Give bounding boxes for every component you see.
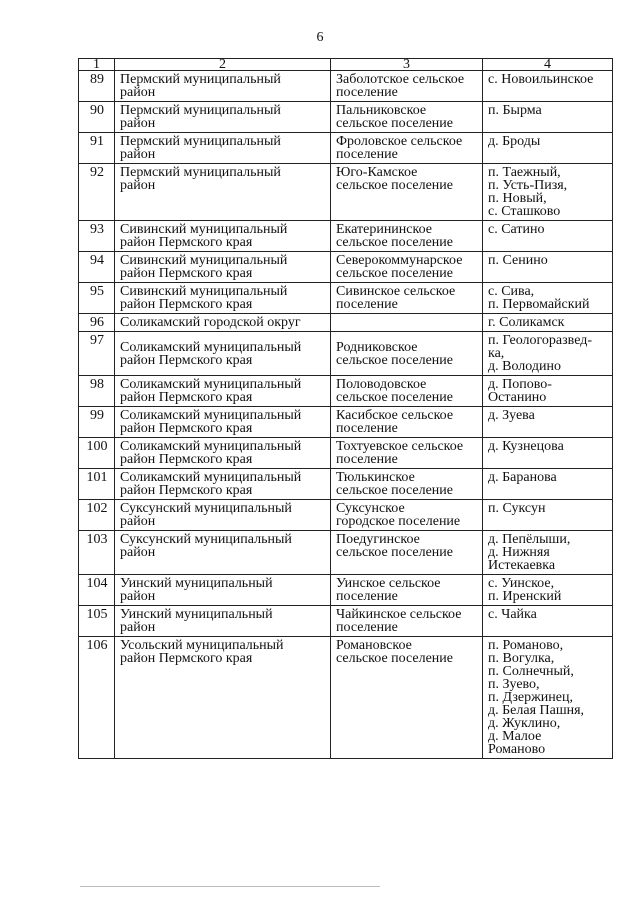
district-cell: Сивинский муниципальный район Пермского края <box>115 283 331 314</box>
district-cell: Соликамский муниципальный район Пермского края <box>115 332 331 376</box>
settlement-cell: Чайкинское сельское поселение <box>331 606 483 637</box>
district-cell: Уинский муниципальный район <box>115 575 331 606</box>
settlement-cell: Половодовское сельское поселение <box>331 376 483 407</box>
settlement-cell: Заболотское сельское поселение <box>331 71 483 102</box>
localities-cell: п. Бырма <box>483 102 613 133</box>
table-row <box>79 500 613 531</box>
settlement-cell: Северокоммунарское сельское поселение <box>331 252 483 283</box>
table-row <box>79 531 613 575</box>
district-cell: Уинский муниципальный район <box>115 606 331 637</box>
localities-cell: с. Новоильинское <box>483 71 613 102</box>
localities-cell: п. Таежный, п. Усть-Пизя, п. Новый, с. Сташково <box>483 164 613 221</box>
localities-cell: п. Геологоразвед- ка, д. Володино <box>483 332 613 376</box>
localities-cell: с. Чайка <box>483 606 613 637</box>
table-row <box>79 637 613 759</box>
district-cell: Сивинский муниципальный район Пермского края <box>115 252 331 283</box>
table-row <box>79 102 613 133</box>
column-header: 4 <box>483 59 613 71</box>
table-row <box>79 252 613 283</box>
localities-cell: д. Баранова <box>483 469 613 500</box>
district-cell: Соликамский муниципальный район Пермского края <box>115 438 331 469</box>
district-cell: Соликамский муниципальный район Пермского края <box>115 469 331 500</box>
table-row <box>79 376 613 407</box>
settlement-cell: Романовское сельское поселение <box>331 637 483 759</box>
row-number: 106 <box>79 637 115 759</box>
settlement-cell: Суксунское городское поселение <box>331 500 483 531</box>
table-row <box>79 332 613 376</box>
table-row <box>79 606 613 637</box>
localities-cell: с. Уинское, п. Иренский <box>483 575 613 606</box>
row-number: 93 <box>79 221 115 252</box>
row-number: 102 <box>79 500 115 531</box>
settlement-cell: Сивинское сельское поселение <box>331 283 483 314</box>
settlement-cell: Родниковское сельское поселение <box>331 332 483 376</box>
row-number: 90 <box>79 102 115 133</box>
column-header: 3 <box>331 59 483 71</box>
row-number: 99 <box>79 407 115 438</box>
district-cell: Соликамский муниципальный район Пермского края <box>115 407 331 438</box>
row-number: 101 <box>79 469 115 500</box>
table-row <box>79 71 613 102</box>
settlement-cell: Фроловское сельское поселение <box>331 133 483 164</box>
row-number: 96 <box>79 314 115 332</box>
settlement-cell: Касибское сельское поселение <box>331 407 483 438</box>
table-row <box>79 283 613 314</box>
district-cell: Усольский муниципальный район Пермского края <box>115 637 331 759</box>
localities-cell: д. Кузнецова <box>483 438 613 469</box>
district-cell: Соликамский муниципальный район Пермского края <box>115 376 331 407</box>
column-header: 1 <box>79 59 115 71</box>
localities-cell: с. Сатино <box>483 221 613 252</box>
district-cell: Соликамский городской округ <box>115 314 331 332</box>
settlement-cell: Екатерининское сельское поселение <box>331 221 483 252</box>
row-number: 91 <box>79 133 115 164</box>
row-number: 100 <box>79 438 115 469</box>
settlement-cell: Юго-Камское сельское поселение <box>331 164 483 221</box>
row-number: 105 <box>79 606 115 637</box>
district-cell: Пермский муниципальный район <box>115 133 331 164</box>
localities-cell: п. Суксун <box>483 500 613 531</box>
row-number: 95 <box>79 283 115 314</box>
settlement-cell: Поедугинское сельское поселение <box>331 531 483 575</box>
row-number: 94 <box>79 252 115 283</box>
settlement-cell: Пальниковское сельское поселение <box>331 102 483 133</box>
table-row <box>79 221 613 252</box>
district-cell: Суксунский муниципальный район <box>115 531 331 575</box>
settlement-cell: Тохтуевское сельское поселение <box>331 438 483 469</box>
localities-cell: д. Попово- Останино <box>483 376 613 407</box>
page-number: 6 <box>316 30 324 45</box>
table-row <box>79 438 613 469</box>
table-row <box>79 314 613 332</box>
settlement-cell: Уинское сельское поселение <box>331 575 483 606</box>
row-number: 97 <box>79 332 115 376</box>
localities-cell: г. Соликамск <box>483 314 613 332</box>
settlements-table <box>78 58 613 759</box>
settlement-cell: Тюлькинское сельское поселение <box>331 469 483 500</box>
header-row <box>79 59 613 71</box>
row-number: 103 <box>79 531 115 575</box>
district-cell: Пермский муниципальный район <box>115 71 331 102</box>
row-number: 89 <box>79 71 115 102</box>
localities-cell: д. Зуева <box>483 407 613 438</box>
localities-cell: д. Пепёлыши, д. Нижняя Истекаевка <box>483 531 613 575</box>
row-number: 98 <box>79 376 115 407</box>
localities-cell: д. Броды <box>483 133 613 164</box>
district-cell: Пермский муниципальный район <box>115 164 331 221</box>
table-row <box>79 469 613 500</box>
settlement-cell <box>331 314 483 332</box>
table-row <box>79 575 613 606</box>
table-row <box>79 133 613 164</box>
table-row <box>79 164 613 221</box>
footer-line <box>80 886 380 887</box>
district-cell: Суксунский муниципальный район <box>115 500 331 531</box>
column-header: 2 <box>115 59 331 71</box>
district-cell: Сивинский муниципальный район Пермского края <box>115 221 331 252</box>
localities-cell: с. Сива, п. Первомайский <box>483 283 613 314</box>
localities-cell: п. Сенино <box>483 252 613 283</box>
district-cell: Пермский муниципальный район <box>115 102 331 133</box>
row-number: 92 <box>79 164 115 221</box>
row-number: 104 <box>79 575 115 606</box>
localities-cell: п. Романово, п. Вогулка, п. Солнечный, п. Зуево, п. Дзержинец, д. Белая Пашня, д. Жуклино, д. Малое Романово <box>483 637 613 759</box>
table-row <box>79 407 613 438</box>
